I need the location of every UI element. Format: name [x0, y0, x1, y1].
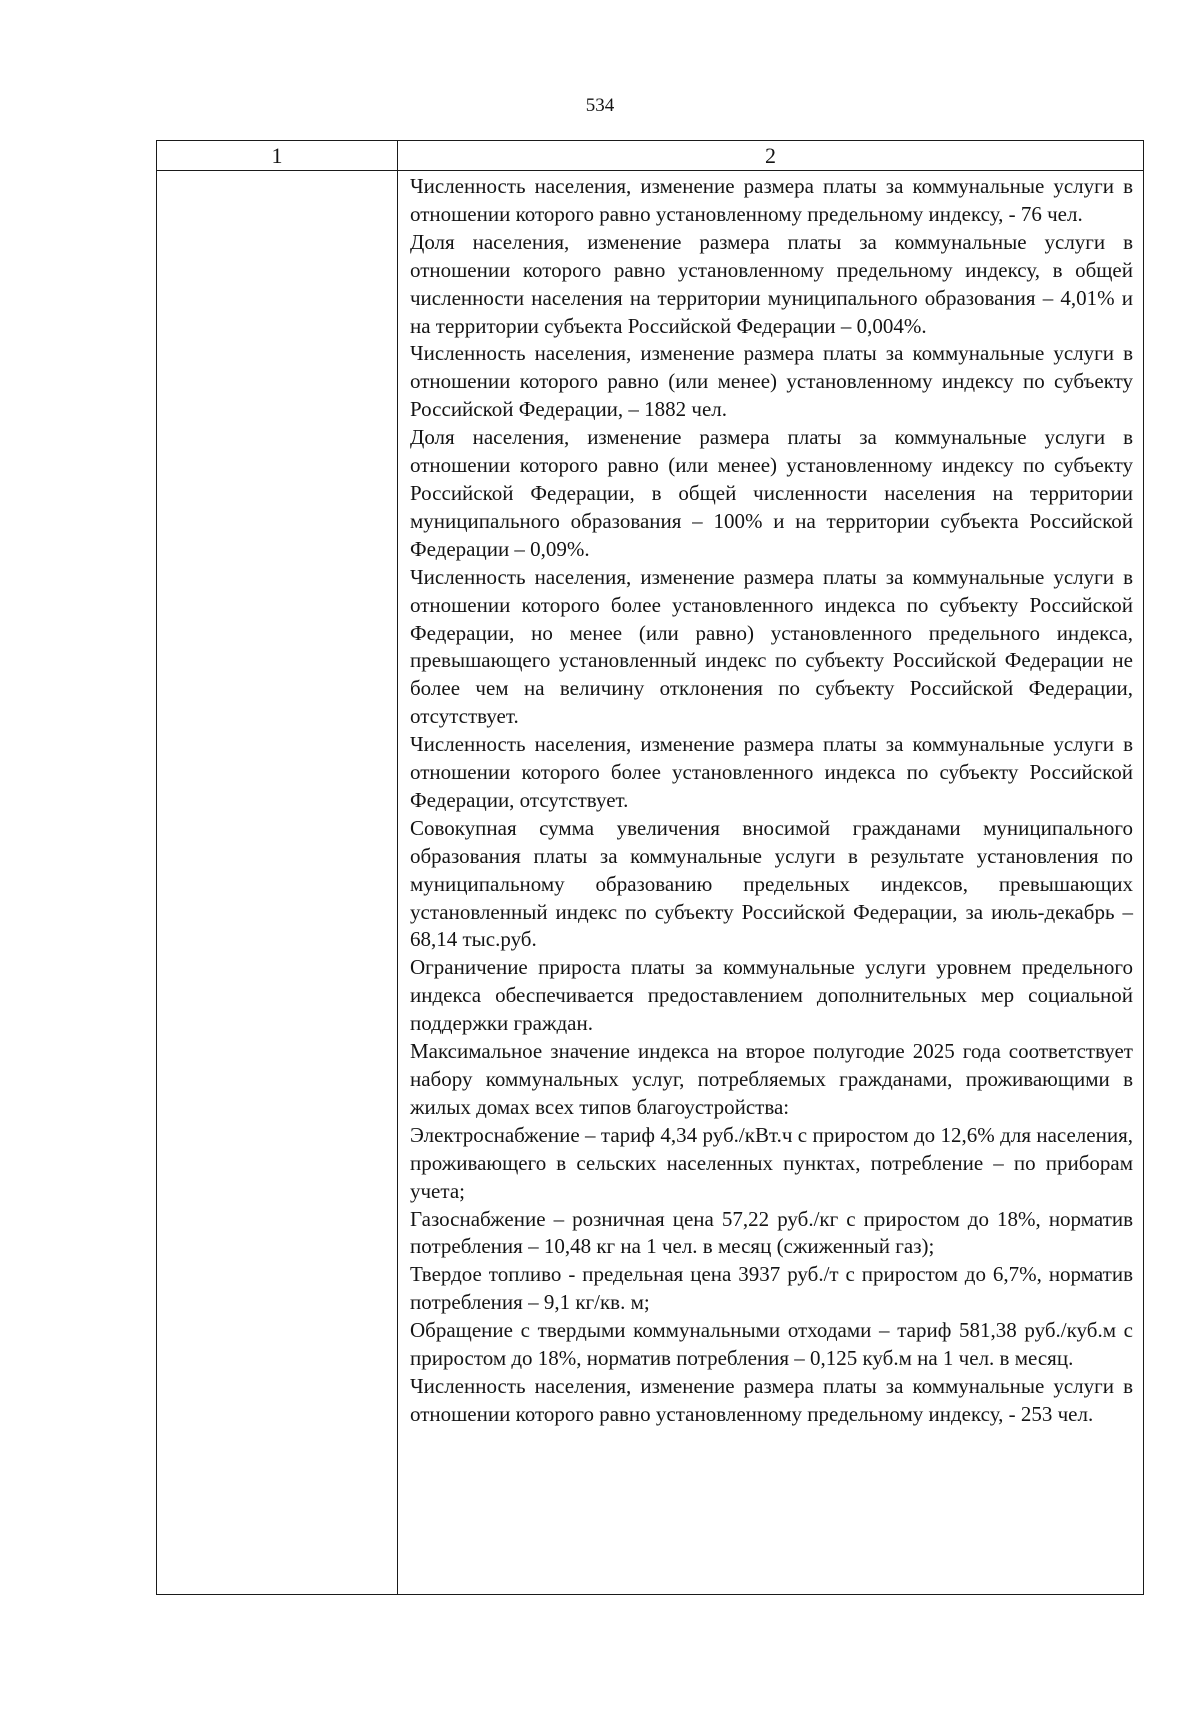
- paragraph-population-above-below-limit: Численность населения, изменение размера платы за коммунальные услуги в отношении которого более установленного индекса по субъекту Российской Федерации, но менее (или равно) установленного предельного индекса, превышающего установленный индекс по субъекту Российской Федерации не более чем на величину отклонения по субъекту Российской Федерации, отсутствует.: [410, 564, 1133, 729]
- paragraph-population-above-index: Численность населения, изменение размера платы за коммунальные услуги в отношении которого более установленного индекса по субъекту Российской Федерации, отсутствует.: [410, 732, 1133, 812]
- paragraph-electricity: Электроснабжение – тариф 4,34 руб./кВт.ч с приростом до 12,6% для населения, проживающего в сельских населенных пунктах, потребление – по приборам учета;: [410, 1122, 1133, 1203]
- page-number: 534: [585, 95, 615, 116]
- paragraph-growth-limitation: Ограничение прироста платы за коммунальные услуги уровнем предельного индекса обеспечивается предоставлением дополнительных мер социальной поддержки граждан.: [410, 955, 1133, 1036]
- paragraph-total-increase: Совокупная сумма увеличения вносимой гражданами муниципального образования платы за коммунальные услуги в результате установления по муниципальному образованию предельных индексов, превышающих установленный индекс по субъекту Российской Федерации, за июль-декабрь – 68,14 тыс.руб.: [410, 815, 1133, 952]
- paragraph-gas: Газоснабжение – розничная цена 57,22 руб./кг с приростом до 18%, норматив потребления – 10,48 кг на 1 чел. в месяц (сжиженный газ);: [410, 1206, 1133, 1259]
- table-row: [157, 171, 1144, 1595]
- paragraph-population-equal-limit-2: Численность населения, изменение размера платы за коммунальные услуги в отношении которого равно установленному предельному индексу, - 253 чел.: [410, 1373, 1133, 1426]
- paragraph-population-equal-limit: Численность населения, изменение размера платы за коммунальные услуги в отношении которого равно установленному предельному индексу, - 76 чел.: [410, 174, 1133, 226]
- column-header-2: 2: [398, 141, 1144, 171]
- paragraph-population-equal-or-less: Численность населения, изменение размера платы за коммунальные услуги в отношении которого равно (или менее) установленному индексу по субъекту Российской Федерации, – 1882 чел.: [410, 341, 1133, 422]
- paragraph-waste: Обращение с твердыми коммунальными отходами – тариф 581,38 руб./куб.м с приростом до 18%, норматив потребления – 0,125 куб.м на 1 чел. в месяц.: [410, 1318, 1133, 1371]
- column-header-1: 1: [157, 141, 398, 171]
- paragraph-solid-fuel: Твердое топливо - предельная цена 3937 руб./т с приростом до 6,7%, норматив потребления – 9,1 кг/кв. м;: [410, 1262, 1133, 1315]
- paragraph-share-equal-or-less: Доля населения, изменение размера платы за коммунальные услуги в отношении которого равно (или менее) установленному индексу по субъекту Российской Федерации, в общей численности населения на территории муниципального образования – 100% и на территории субъекта Российской Федерации – 0,09%.: [410, 425, 1133, 561]
- paragraph-share-equal-limit: Доля населения, изменение размера платы за коммунальные услуги в отношении которого равно установленному предельному индексу, в общей численности населения на территории муниципального образования – 4,01% и на территории субъекта Российской Федерации – 0,004%.: [410, 229, 1133, 338]
- table-header-row: [157, 141, 1144, 171]
- column-1-cell: [157, 171, 398, 1595]
- paragraph-max-index: Максимальное значение индекса на второе полугодие 2025 года соответствует набору коммунальных услуг, потребляемых гражданами, проживающими в жилых домах всех типов благоустройства:: [410, 1039, 1133, 1119]
- document-table: [156, 140, 1144, 1595]
- column-2-cell: [398, 171, 1144, 1595]
